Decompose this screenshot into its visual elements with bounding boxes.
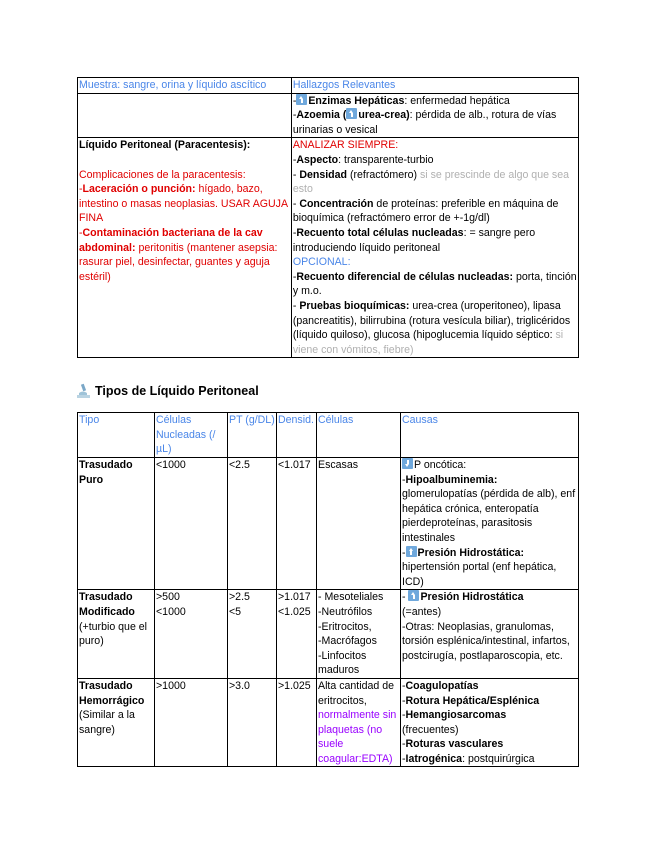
causas-cell: - Presión Hidrostática (=antes) -Otras: Neoplasias, granulomas, torsión esplénica/intestinal, infartos, postcirugía, postlaparoscopia, etc. xyxy=(401,590,579,679)
table-row xyxy=(78,590,579,679)
concentracion-item: - Concentración de proteínas: preferible en máquina de bioquímica (refractómero error de +-1g/dl) xyxy=(292,197,559,225)
table-header-row xyxy=(78,413,579,458)
header-densidad: Densid. xyxy=(277,413,317,458)
recuento-total-item: -Recuento total células nucleadas: = sangre pero introduciendo líquido peritoneal xyxy=(292,226,536,254)
enzimas-label: Enzimas Hepáticas xyxy=(308,94,405,107)
azoemia-label: Azoemia ( urea-crea) xyxy=(296,109,410,122)
findings-cell: - Enzimas Hepáticas: enfermedad hepática -Azoemia ( urea-crea): pérdida de alb., rotura de vías urinarias o vesical xyxy=(291,93,578,138)
empty-cell xyxy=(78,93,292,138)
celulas-cell: - Mesoteliales -Neutrófilos -Eritrocitos, -Macrófagos -Linfocitos maduros xyxy=(317,590,401,679)
recuento-dif-item: -Recuento diferencial de células nucleadas: porta, tinción y m.o. xyxy=(292,270,577,298)
header-tipo: Tipo xyxy=(78,413,155,458)
celulas-cell: Alta cantidad de eritrocitos, normalmente sin plaquetas (no suele coagular:EDTA) xyxy=(317,678,401,767)
laceracion-item: -Laceración o punción: hígado, bazo, intestino o masas neoplasias. USAR AGUJA FINA xyxy=(79,183,288,225)
azoemia-text: : pérdida de alb., rotura de vías urinarias o vesical xyxy=(292,109,557,136)
densidad-cell: >1.017 <1.025 xyxy=(277,590,317,679)
table-row xyxy=(78,458,579,590)
microscope-icon xyxy=(76,383,91,399)
pt-cell: >2.5 <5 xyxy=(228,590,277,679)
tipo-cell: Trasudado Modificado (+turbio que el puro) xyxy=(78,590,155,679)
analizar-label: ANALIZAR SIEMPRE: xyxy=(292,139,399,152)
contaminacion-item: -Contaminación bacteriana de la cav abdominal: peritonitis (mantener asepsia: rasurar piel, desinfectar, guantes y aguja estéril) xyxy=(79,226,278,283)
header-sample: Muestra: sangre, orina y líquido ascítico xyxy=(78,78,292,94)
peritoneal-types-table xyxy=(77,412,579,767)
arrow-up-icon xyxy=(408,590,419,601)
pruebas-item: - Pruebas bioquímicas: urea-crea (uroperitoneo), lipasa (pancreatitis), bilirrubina (rotura vesícula biliar), triglicéridos (líquido quiloso), glucosa (hipoglucemia líquido séptico: si viene con vómitos, fiebre) xyxy=(292,299,571,356)
header-celulas: Células xyxy=(317,413,401,458)
densidad-cell: >1.025 xyxy=(277,678,317,767)
section-heading xyxy=(76,383,259,399)
opcional-label: OPCIONAL: xyxy=(292,256,351,269)
celulas-nucleadas-cell: <1000 xyxy=(155,458,228,590)
peritoneal-cell xyxy=(78,138,292,358)
sample-findings-table xyxy=(77,77,579,358)
densidad-cell: <1.017 xyxy=(277,458,317,590)
arrow-up-icon xyxy=(346,108,357,119)
table-header-row xyxy=(78,78,579,94)
analysis-cell xyxy=(291,138,578,358)
celulas-cell: Escasas xyxy=(317,458,401,590)
celulas-nucleadas-cell: >500 <1000 xyxy=(155,590,228,679)
arrow-up-icon xyxy=(406,546,417,557)
header-findings: Hallazgos Relevantes xyxy=(291,78,578,94)
table-row xyxy=(78,138,579,358)
peritoneal-title: Líquido Peritoneal (Paracentesis): xyxy=(79,139,251,152)
header-causas: Causas xyxy=(401,413,579,458)
aspecto-item: -Aspecto: transparente-turbio xyxy=(292,153,434,166)
complications-title: Complicaciones de la paracentesis: xyxy=(79,168,246,181)
header-pt: PT (g/DL) xyxy=(228,413,277,458)
tipo-cell: Trasudado Hemorrágico (Similar a la sangre) xyxy=(78,678,155,767)
causas-cell: P oncótica: -Hipoalbuminemia: glomerulopatías (pérdida de alb), enf hepática crónica, enteropatía pierdeproteínas, parasitosis intestinales - Presión Hidrostática: hipertensión portal (enf hepática, ICD) xyxy=(401,458,579,590)
tipo-cell: Trasudado Puro xyxy=(78,458,155,590)
table-row xyxy=(78,678,579,767)
causas-cell: -Coagulopatías -Rotura Hepática/Esplénica -Hemangiosarcomas (frecuentes) -Roturas vasculares -Iatrogénica: postquirúrgica xyxy=(401,678,579,767)
pt-cell: >3.0 xyxy=(228,678,277,767)
densidad-item: - Densidad (refractómero) si se prescinde de algo que sea esto xyxy=(292,168,570,196)
pt-cell: <2.5 xyxy=(228,458,277,590)
celulas-nucleadas-cell: >1000 xyxy=(155,678,228,767)
section-title: Tipos de Líquido Peritoneal xyxy=(95,383,259,398)
arrow-down-icon xyxy=(402,458,413,469)
table-row xyxy=(78,93,579,138)
arrow-up-icon xyxy=(296,94,307,105)
header-celulas-nucleadas: Células Nucleadas (/µL) xyxy=(155,413,228,458)
enzimas-text: : enfermedad hepática xyxy=(404,94,510,107)
